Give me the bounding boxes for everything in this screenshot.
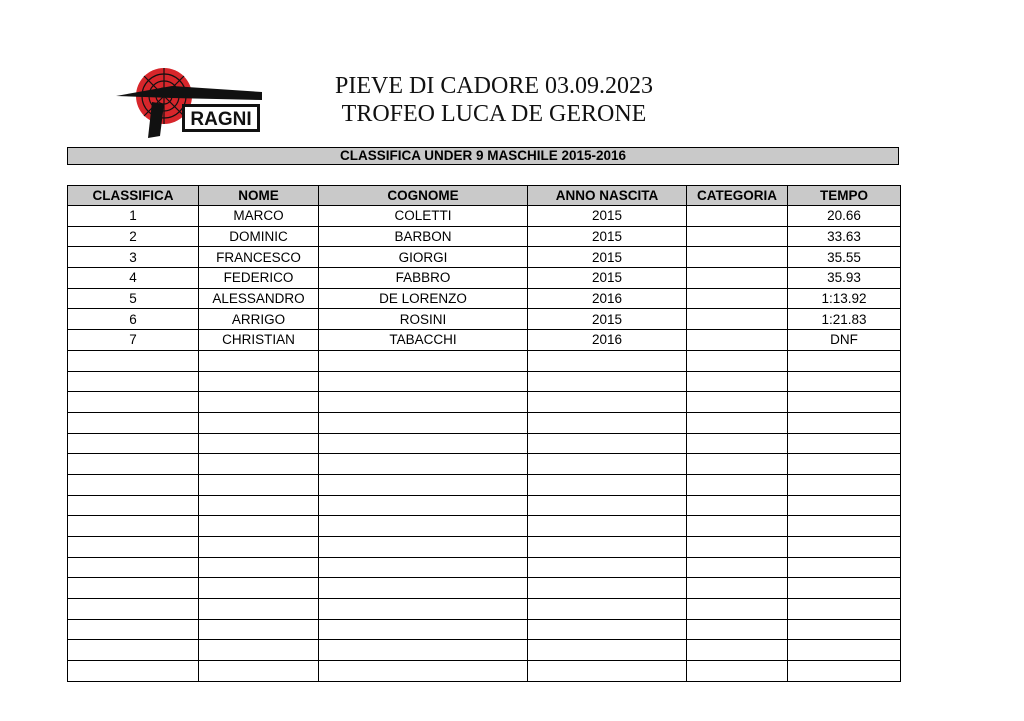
empty-cell <box>528 495 687 516</box>
empty-cell <box>528 516 687 537</box>
first-name-cell: MARCO <box>199 206 319 227</box>
empty-cell <box>199 599 319 620</box>
birth-year-cell: 2015 <box>528 206 687 227</box>
empty-cell <box>319 350 528 371</box>
empty-cell <box>319 371 528 392</box>
table-row <box>68 247 901 268</box>
empty-cell <box>687 640 788 661</box>
empty-cell <box>788 371 901 392</box>
time-cell: DNF <box>788 330 901 351</box>
empty-cell <box>687 557 788 578</box>
birth-year-cell: 2015 <box>528 247 687 268</box>
empty-table-row <box>68 412 901 433</box>
time-cell: 35.93 <box>788 268 901 289</box>
table-row <box>68 330 901 351</box>
empty-cell <box>319 537 528 558</box>
empty-cell <box>199 454 319 475</box>
empty-cell <box>319 433 528 454</box>
empty-cell <box>68 433 199 454</box>
empty-cell <box>319 474 528 495</box>
empty-table-row <box>68 640 901 661</box>
empty-cell <box>528 557 687 578</box>
empty-cell <box>528 454 687 475</box>
empty-cell <box>319 516 528 537</box>
empty-cell <box>319 392 528 413</box>
empty-cell <box>68 516 199 537</box>
last-name-cell: ROSINI <box>319 309 528 330</box>
position-cell: 4 <box>68 268 199 289</box>
empty-table-row <box>68 392 901 413</box>
category-cell <box>687 206 788 227</box>
empty-cell <box>788 392 901 413</box>
col-header: NOME <box>199 186 319 206</box>
table-header-row <box>68 186 901 206</box>
ragni-logo <box>112 62 272 142</box>
col-header: CLASSIFICA <box>68 186 199 206</box>
category-cell <box>687 288 788 309</box>
empty-table-row <box>68 454 901 475</box>
empty-cell <box>788 599 901 620</box>
title-line-2: TROFEO LUCA DE GERONE <box>341 101 647 127</box>
empty-cell <box>528 619 687 640</box>
empty-cell <box>788 578 901 599</box>
position-cell: 2 <box>68 226 199 247</box>
col-header: COGNOME <box>319 186 528 206</box>
birth-year-cell: 2016 <box>528 330 687 351</box>
empty-cell <box>68 557 199 578</box>
empty-cell <box>199 516 319 537</box>
empty-cell <box>687 433 788 454</box>
position-cell: 3 <box>68 247 199 268</box>
empty-cell <box>68 661 199 682</box>
empty-cell <box>199 640 319 661</box>
time-cell: 35.55 <box>788 247 901 268</box>
empty-cell <box>68 640 199 661</box>
last-name-cell: DE LORENZO <box>319 288 528 309</box>
empty-cell <box>528 661 687 682</box>
empty-table-row <box>68 578 901 599</box>
first-name-cell: ALESSANDRO <box>199 288 319 309</box>
empty-cell <box>687 578 788 599</box>
empty-cell <box>528 412 687 433</box>
document-title <box>300 72 688 128</box>
empty-cell <box>319 557 528 578</box>
empty-cell <box>788 619 901 640</box>
empty-cell <box>528 433 687 454</box>
empty-cell <box>788 433 901 454</box>
empty-cell <box>788 454 901 475</box>
empty-cell <box>788 516 901 537</box>
empty-cell <box>687 412 788 433</box>
empty-cell <box>528 537 687 558</box>
empty-cell <box>528 578 687 599</box>
empty-cell <box>788 557 901 578</box>
empty-table-row <box>68 371 901 392</box>
empty-cell <box>528 474 687 495</box>
last-name-cell: FABBRO <box>319 268 528 289</box>
logo-text: RAGNI <box>190 109 252 130</box>
empty-table-row <box>68 557 901 578</box>
empty-cell <box>788 474 901 495</box>
empty-cell <box>319 619 528 640</box>
last-name-cell: COLETTI <box>319 206 528 227</box>
time-cell: 20.66 <box>788 206 901 227</box>
empty-cell <box>199 557 319 578</box>
empty-cell <box>687 599 788 620</box>
empty-cell <box>687 537 788 558</box>
empty-cell <box>68 350 199 371</box>
empty-cell <box>68 495 199 516</box>
first-name-cell: FRANCESCO <box>199 247 319 268</box>
empty-cell <box>528 599 687 620</box>
empty-cell <box>687 454 788 475</box>
empty-cell <box>788 495 901 516</box>
empty-cell <box>199 578 319 599</box>
table-row <box>68 288 901 309</box>
time-cell: 1:21.83 <box>788 309 901 330</box>
empty-cell <box>788 640 901 661</box>
last-name-cell: BARBON <box>319 226 528 247</box>
category-cell <box>687 226 788 247</box>
position-cell: 7 <box>68 330 199 351</box>
first-name-cell: CHRISTIAN <box>199 330 319 351</box>
empty-cell <box>68 412 199 433</box>
empty-cell <box>687 474 788 495</box>
empty-cell <box>319 661 528 682</box>
empty-cell <box>319 412 528 433</box>
empty-table-row <box>68 537 901 558</box>
empty-cell <box>687 392 788 413</box>
empty-cell <box>687 661 788 682</box>
category-cell <box>687 330 788 351</box>
empty-cell <box>528 350 687 371</box>
category-banner: CLASSIFICA UNDER 9 MASCHILE 2015-2016 <box>67 147 899 165</box>
birth-year-cell: 2015 <box>528 309 687 330</box>
first-name-cell: FEDERICO <box>199 268 319 289</box>
empty-table-row <box>68 661 901 682</box>
empty-cell <box>199 350 319 371</box>
empty-cell <box>199 661 319 682</box>
empty-cell <box>687 495 788 516</box>
time-cell: 1:13.92 <box>788 288 901 309</box>
table-row <box>68 226 901 247</box>
empty-table-row <box>68 433 901 454</box>
empty-table-row <box>68 599 901 620</box>
empty-cell <box>687 350 788 371</box>
first-name-cell: DOMINIC <box>199 226 319 247</box>
category-cell <box>687 268 788 289</box>
table-row <box>68 268 901 289</box>
table-row <box>68 206 901 227</box>
empty-cell <box>687 619 788 640</box>
empty-cell <box>687 516 788 537</box>
title-line-1: PIEVE DI CADORE 03.09.2023 <box>335 73 653 99</box>
birth-year-cell: 2015 <box>528 226 687 247</box>
birth-year-cell: 2015 <box>528 268 687 289</box>
empty-cell <box>319 578 528 599</box>
birth-year-cell: 2016 <box>528 288 687 309</box>
empty-cell <box>68 619 199 640</box>
empty-cell <box>788 537 901 558</box>
empty-cell <box>199 392 319 413</box>
col-header: CATEGORIA <box>687 186 788 206</box>
results-table <box>67 185 901 682</box>
empty-cell <box>788 350 901 371</box>
category-cell <box>687 247 788 268</box>
col-header: TEMPO <box>788 186 901 206</box>
empty-cell <box>199 433 319 454</box>
empty-cell <box>199 474 319 495</box>
empty-cell <box>319 640 528 661</box>
last-name-cell: TABACCHI <box>319 330 528 351</box>
empty-cell <box>68 371 199 392</box>
empty-table-row <box>68 474 901 495</box>
empty-cell <box>68 537 199 558</box>
empty-cell <box>199 495 319 516</box>
empty-cell <box>788 661 901 682</box>
empty-cell <box>528 392 687 413</box>
empty-table-row <box>68 619 901 640</box>
empty-cell <box>199 371 319 392</box>
empty-table-row <box>68 495 901 516</box>
empty-cell <box>68 578 199 599</box>
empty-cell <box>528 371 687 392</box>
empty-cell <box>528 640 687 661</box>
position-cell: 5 <box>68 288 199 309</box>
empty-cell <box>199 537 319 558</box>
empty-cell <box>199 619 319 640</box>
empty-cell <box>68 474 199 495</box>
empty-cell <box>319 599 528 620</box>
empty-table-row <box>68 350 901 371</box>
col-header: ANNO NASCITA <box>528 186 687 206</box>
empty-table-row <box>68 516 901 537</box>
first-name-cell: ARRIGO <box>199 309 319 330</box>
table-row <box>68 309 901 330</box>
empty-cell <box>68 454 199 475</box>
empty-cell <box>319 454 528 475</box>
empty-cell <box>788 412 901 433</box>
empty-cell <box>319 495 528 516</box>
position-cell: 1 <box>68 206 199 227</box>
empty-cell <box>68 392 199 413</box>
empty-cell <box>687 371 788 392</box>
category-cell <box>687 309 788 330</box>
last-name-cell: GIORGI <box>319 247 528 268</box>
empty-cell <box>68 599 199 620</box>
time-cell: 33.63 <box>788 226 901 247</box>
empty-cell <box>199 412 319 433</box>
position-cell: 6 <box>68 309 199 330</box>
